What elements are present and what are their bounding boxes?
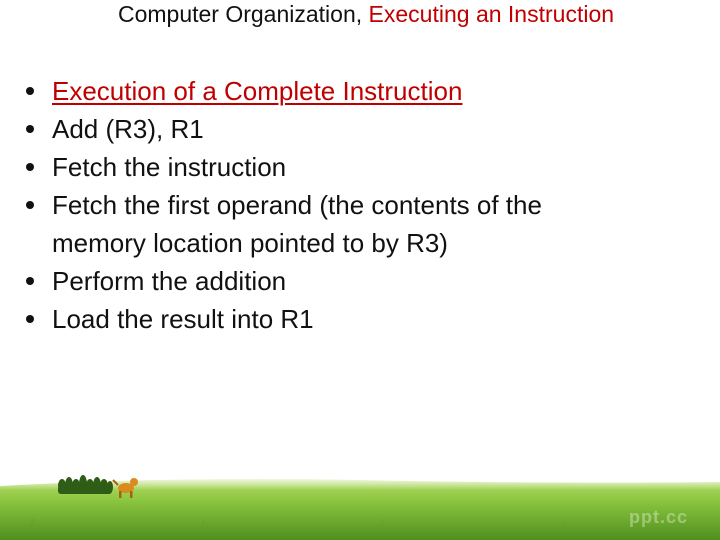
bullet-icon [26,315,34,323]
bullet-text: Fetch the instruction [52,152,287,182]
bullet-item [22,148,692,186]
bullet-icon [26,87,34,95]
title-main: Computer Organization, [117,1,369,27]
title-accent: Executing an Instruction [368,1,615,27]
bullet-text-continued: memory location pointed to by R3) [52,228,448,258]
bullet-list [22,72,692,338]
bullet-text: Add (R3), R1 [52,114,204,144]
bullet-item [22,72,692,110]
watermark-text: ppt.cc [628,507,688,527]
bullet-item [22,186,692,262]
bullet-item [22,110,692,148]
bullet-icon [26,201,34,209]
bullet-icon [26,125,34,133]
grass-footer [0,458,720,540]
bullet-icon [26,163,34,171]
bullet-text: Fetch the first operand (the contents of the [52,190,542,220]
bullet-text: Execution of a Complete Instruction [52,76,463,106]
slide-title [0,0,720,28]
bullet-text: Perform the addition [52,266,287,296]
bullet-item [22,262,692,300]
bullet-item [22,300,692,338]
bullet-text: Load the result into R1 [52,304,314,334]
bullet-icon [26,277,34,285]
